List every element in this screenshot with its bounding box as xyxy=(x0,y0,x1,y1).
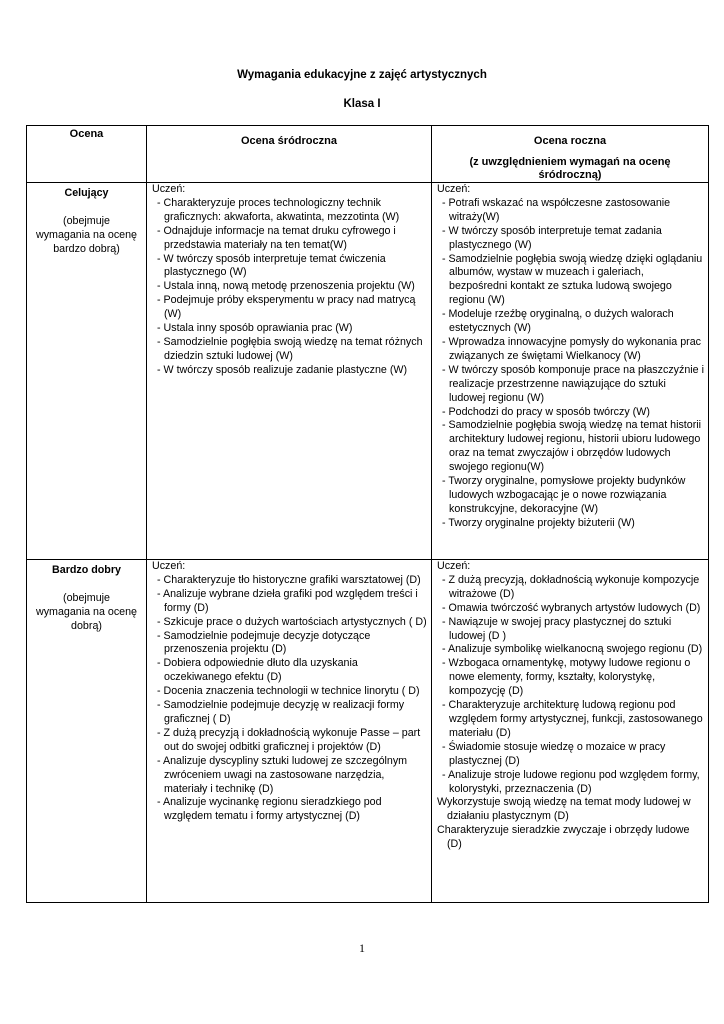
header-annual-note: (z uwzględnieniem wymagań na ocenę śródroczną) xyxy=(469,155,671,181)
list-item: - Odnajduje informacje na temat druku cyfrowego i przedstawia materiały na ten temat(W) xyxy=(157,224,396,251)
list-item: - Podchodzi do pracy w sposób twórczy (W) xyxy=(442,405,650,418)
list-item: Wykorzystuje swoją wiedzę na temat mody ludowej w działaniu plastycznym (D) xyxy=(437,796,691,823)
table-row xyxy=(27,560,709,903)
list-item: - Samodzielnie pogłębia swoją wiedzę dzięki oglądaniu albumów, wystaw w muzeach i galeriach, bezpośredni kontakt ze sztuka ludową swojego regionu (W) xyxy=(442,252,703,307)
document-title: Wymagania edukacyjne z zajęć artystycznych xyxy=(237,69,487,81)
list-item: - Modeluje rzeźbę oryginalną, o dużych walorach estetycznych (W) xyxy=(442,308,674,335)
page-number: 1 xyxy=(359,941,365,955)
list-item: Charakteryzuje sieradzkie zwyczaje i obrzędy ludowe (D) xyxy=(437,824,690,851)
list-item: - Omawia twórczość wybranych artystów ludowych (D) xyxy=(442,601,701,614)
list-item: - Ustala inną, nową metodę przenoszenia projektu (W) xyxy=(157,280,415,293)
list-item: - W twórczy sposób komponuje prace na płaszczyźnie i realizacje przestrzenne nawiązujące do sztuki ludowej regionu (W) xyxy=(442,363,704,404)
list-item: - Tworzy oryginalne projekty biżuterii (W) xyxy=(442,516,635,529)
list-item: - Samodzielnie pogłębia swoją wiedzę na temat różnych dziedzin sztuki ludowej (W) xyxy=(157,335,423,362)
list-item: - Podejmuje próby eksperymentu w pracy nad matrycą (W) xyxy=(157,294,416,321)
midterm-requirements xyxy=(147,183,432,560)
list-head: Uczeń: xyxy=(437,183,471,195)
requirements-table xyxy=(26,125,709,903)
grade-note: (obejmuje wymagania na ocenę bardzo dobrą) xyxy=(35,214,137,255)
annual-requirements xyxy=(432,560,709,903)
list-item: - Tworzy oryginalne, pomysłowe projekty budynków ludowych wzbogacając je o nowe rozwiązania konstrukcyjne, dekoracyjne (W) xyxy=(442,475,686,515)
grade-cell xyxy=(27,560,147,903)
list-item: - Ustala inny sposób oprawiania prac (W) xyxy=(157,322,353,335)
list-item: - Świadomie stosuje wiedzę o mozaice w pracy plastycznej (D) xyxy=(442,740,666,767)
list-head: Uczeń: xyxy=(152,560,186,572)
grade-name: Celujący xyxy=(64,187,109,199)
list-item: - Szkicuje prace o dużych wartościach artystycznych ( D) xyxy=(157,615,427,628)
grade-note: (obejmuje wymagania na ocenę dobrą) xyxy=(35,591,137,632)
list-item: - W twórczy sposób interpretuje temat ćwiczenia plastycznego (W) xyxy=(157,252,386,279)
list-item: - Analizuje symbolikę wielkanocną swojego regionu (D) xyxy=(442,643,703,656)
document-subtitle: Klasa I xyxy=(343,98,381,110)
list-item: - Z dużą precyzją, dokładnością wykonuje kompozycje witrażowe (D) xyxy=(442,573,700,600)
list-item: - Analizuje wybrane dzieła grafiki pod względem treści i formy (D) xyxy=(157,587,418,614)
list-item: - Z dużą precyzją i dokładnością wykonuje Passe – part out do swojej odbitki graficznej i projektów (D) xyxy=(157,726,421,753)
list-item: - Dobiera odpowiednie dłuto dla uzyskania oczekiwanego efektu (D) xyxy=(157,657,358,684)
list-item: - Samodzielnie podejmuje decyzję w realizacji formy graficznej ( D) xyxy=(157,699,405,725)
header-annual xyxy=(432,126,709,183)
annual-requirements xyxy=(432,183,709,560)
header-grade: Ocena xyxy=(27,126,147,183)
list-head: Uczeń: xyxy=(152,183,186,195)
list-item: - Analizuje wycinankę regionu sieradzkiego pod względem tematu i formy artystycznej (D) xyxy=(157,796,382,823)
list-item: - Potrafi wskazać na współczesne zastosowanie witraży(W) xyxy=(442,196,671,223)
list-item: - Docenia znaczenia technologii w technice linorytu ( D) xyxy=(157,685,420,698)
grade-cell xyxy=(27,183,147,560)
table-header-row xyxy=(27,126,709,183)
list-item: - Wprowadza innowacyjne pomysły do wykonania prac związanych ze świętami Wielkanocy (W) xyxy=(442,335,701,362)
list-item: - W twórczy sposób interpretuje temat zadania plastycznego (W) xyxy=(442,224,662,251)
list-item: - W twórczy sposób realizuje zadanie plastyczne (W) xyxy=(157,363,408,376)
list-item: - Analizuje stroje ludowe regionu pod względem formy, kolorystyki, przeznaczenia (D) xyxy=(442,768,700,795)
list-item: - Nawiązuje w swojej pracy plastycznej do sztuki ludowej (D ) xyxy=(442,615,672,642)
list-item: - Wzbogaca ornamentykę, motywy ludowe regionu o nowe elementy, formy, kształty, kolorystykę, kompozycję (D) xyxy=(442,657,691,698)
list-item: - Analizuje dyscypliny sztuki ludowej ze szczególnym zwróceniem uwagi na zastosowane narzędzia, materiały i technikę (D) xyxy=(157,754,408,795)
list-item: - Samodzielnie pogłębia swoją wiedzę na temat historii architektury ludowej regionu, historii ubioru ludowego oraz na temat zwyczajów i obrzędów ludowych swojego regionu(W) xyxy=(442,419,702,474)
midterm-requirements xyxy=(147,560,432,903)
list-head: Uczeń: xyxy=(437,560,471,572)
header-midterm: Ocena śródroczna xyxy=(147,126,432,183)
header-annual-title: Ocena roczna xyxy=(533,135,607,147)
list-item: - Charakteryzuje architekturę ludową regionu pod względem formy artystycznej, funkcji, zastosowanego materiału (D) xyxy=(442,699,703,739)
list-item: - Samodzielnie podejmuje decyzje dotyczące przenoszenia projektu (D) xyxy=(157,629,371,656)
list-item: - Charakteryzuje tło historyczne grafiki warsztatowej (D) xyxy=(157,573,421,586)
grade-name: Bardzo dobry xyxy=(52,564,121,576)
list-item: - Charakteryzuje proces technologiczny technik graficznych: akwaforta, akwatinta, mezzotinta (W) xyxy=(157,196,400,223)
table-row xyxy=(27,183,709,560)
